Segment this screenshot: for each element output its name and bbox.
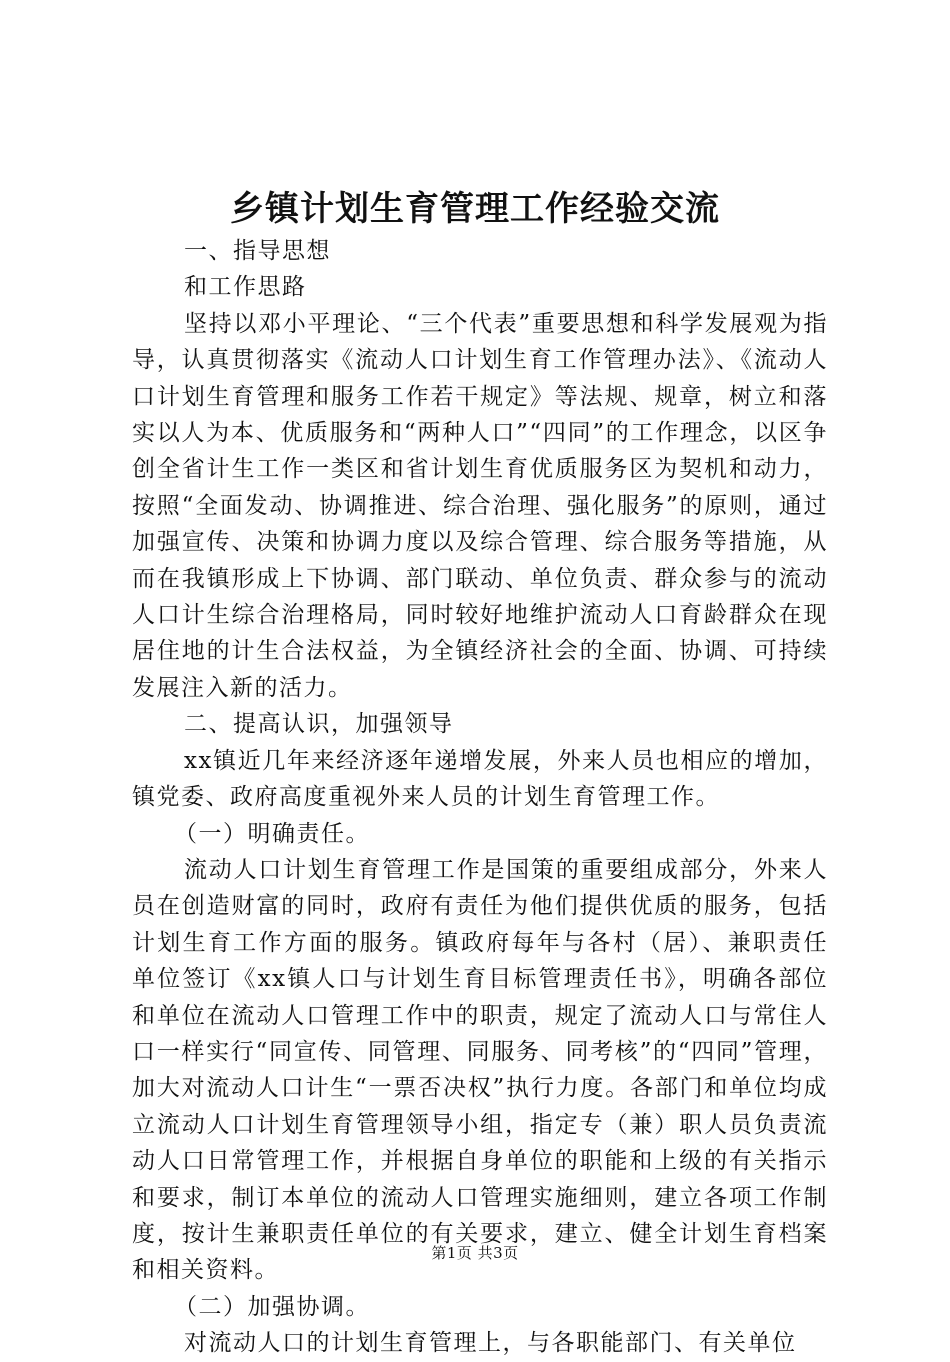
document-body — [132, 233, 828, 1362]
heading-guiding-thought: 一、指导思想 — [184, 238, 331, 264]
paragraph-town-overview: xx镇近几年来经济逐年递增发展，外来人员也相应的增加，镇党委、政府高度重视外来人员的计划生育管理工作。 — [132, 747, 828, 811]
paragraph-coordination-start: 对流动人口的计划生育管理上，与各职能部门、有关单位 — [184, 1330, 797, 1357]
subheading-strengthen-coordination: （二）加强协调。 — [174, 1293, 370, 1320]
heading-raise-awareness: 二、提高认识，加强领导 — [184, 711, 454, 738]
subheading-clarify-responsibility: （一）明确责任。 — [174, 820, 370, 847]
heading-work-approach: 和工作思路 — [184, 274, 307, 301]
paragraph-guiding-principles: 坚持以邓小平理论、“三个代表”重要思想和科学发展观为指导，认真贯彻落实《流动人口计划生育工作管理办法》、《流动人口计划生育管理和服务工作若干规定》等法规、规章，树立和落实以人为本、优质服务和“两种人口”“四同”的工作理念，以区争创全省计生工作一类区和省计划生育优质服务区为契机和动力，按照“全面发动、协调推进、综合治理、强化服务”的原则，通过加强宣传、决策和协调力度以及综合管理、综合服务等措施，从而在我镇形成上下协调、部门联动、单位负责、群众参与的流动人口计生综合治理格局，同时较好地维护流动人口育龄群众在现居住地的计生合法权益，为全镇经济社会的全面、协调、可持续发展注入新的活力。 — [132, 310, 828, 701]
paragraph-responsibility-details: 流动人口计划生育管理工作是国策的重要组成部分，外来人员在创造财富的同时，政府有责任为他们提供优质的服务，包括计划生育工作方面的服务。镇政府每年与各村（居）、兼职责任单位签订《xx镇人口与计划生育目标管理责任书》，明确各部位和单位在流动人口管理工作中的职责，规定了流动人口与常住人口一样实行“同宣传、同管理、同服务、同考核”的“四同”管理，加大对流动人口计生“一票否决权”执行力度。各部门和单位均成立流动人口计划生育管理领导小组，指定专（兼）职人员负责流动人口日常管理工作，并根据自身单位的职能和上级的有关指示和要求，制订本单位的流动人口管理实施细则，建立各项工作制度，按计生兼职责任单位的有关要求，建立、健全计划生育档案和相关资料。 — [132, 856, 828, 1284]
page-number-footer: 第1页 共3页 — [431, 1244, 519, 1262]
document-title: 乡镇计划生育管理工作经验交流 — [230, 189, 720, 229]
